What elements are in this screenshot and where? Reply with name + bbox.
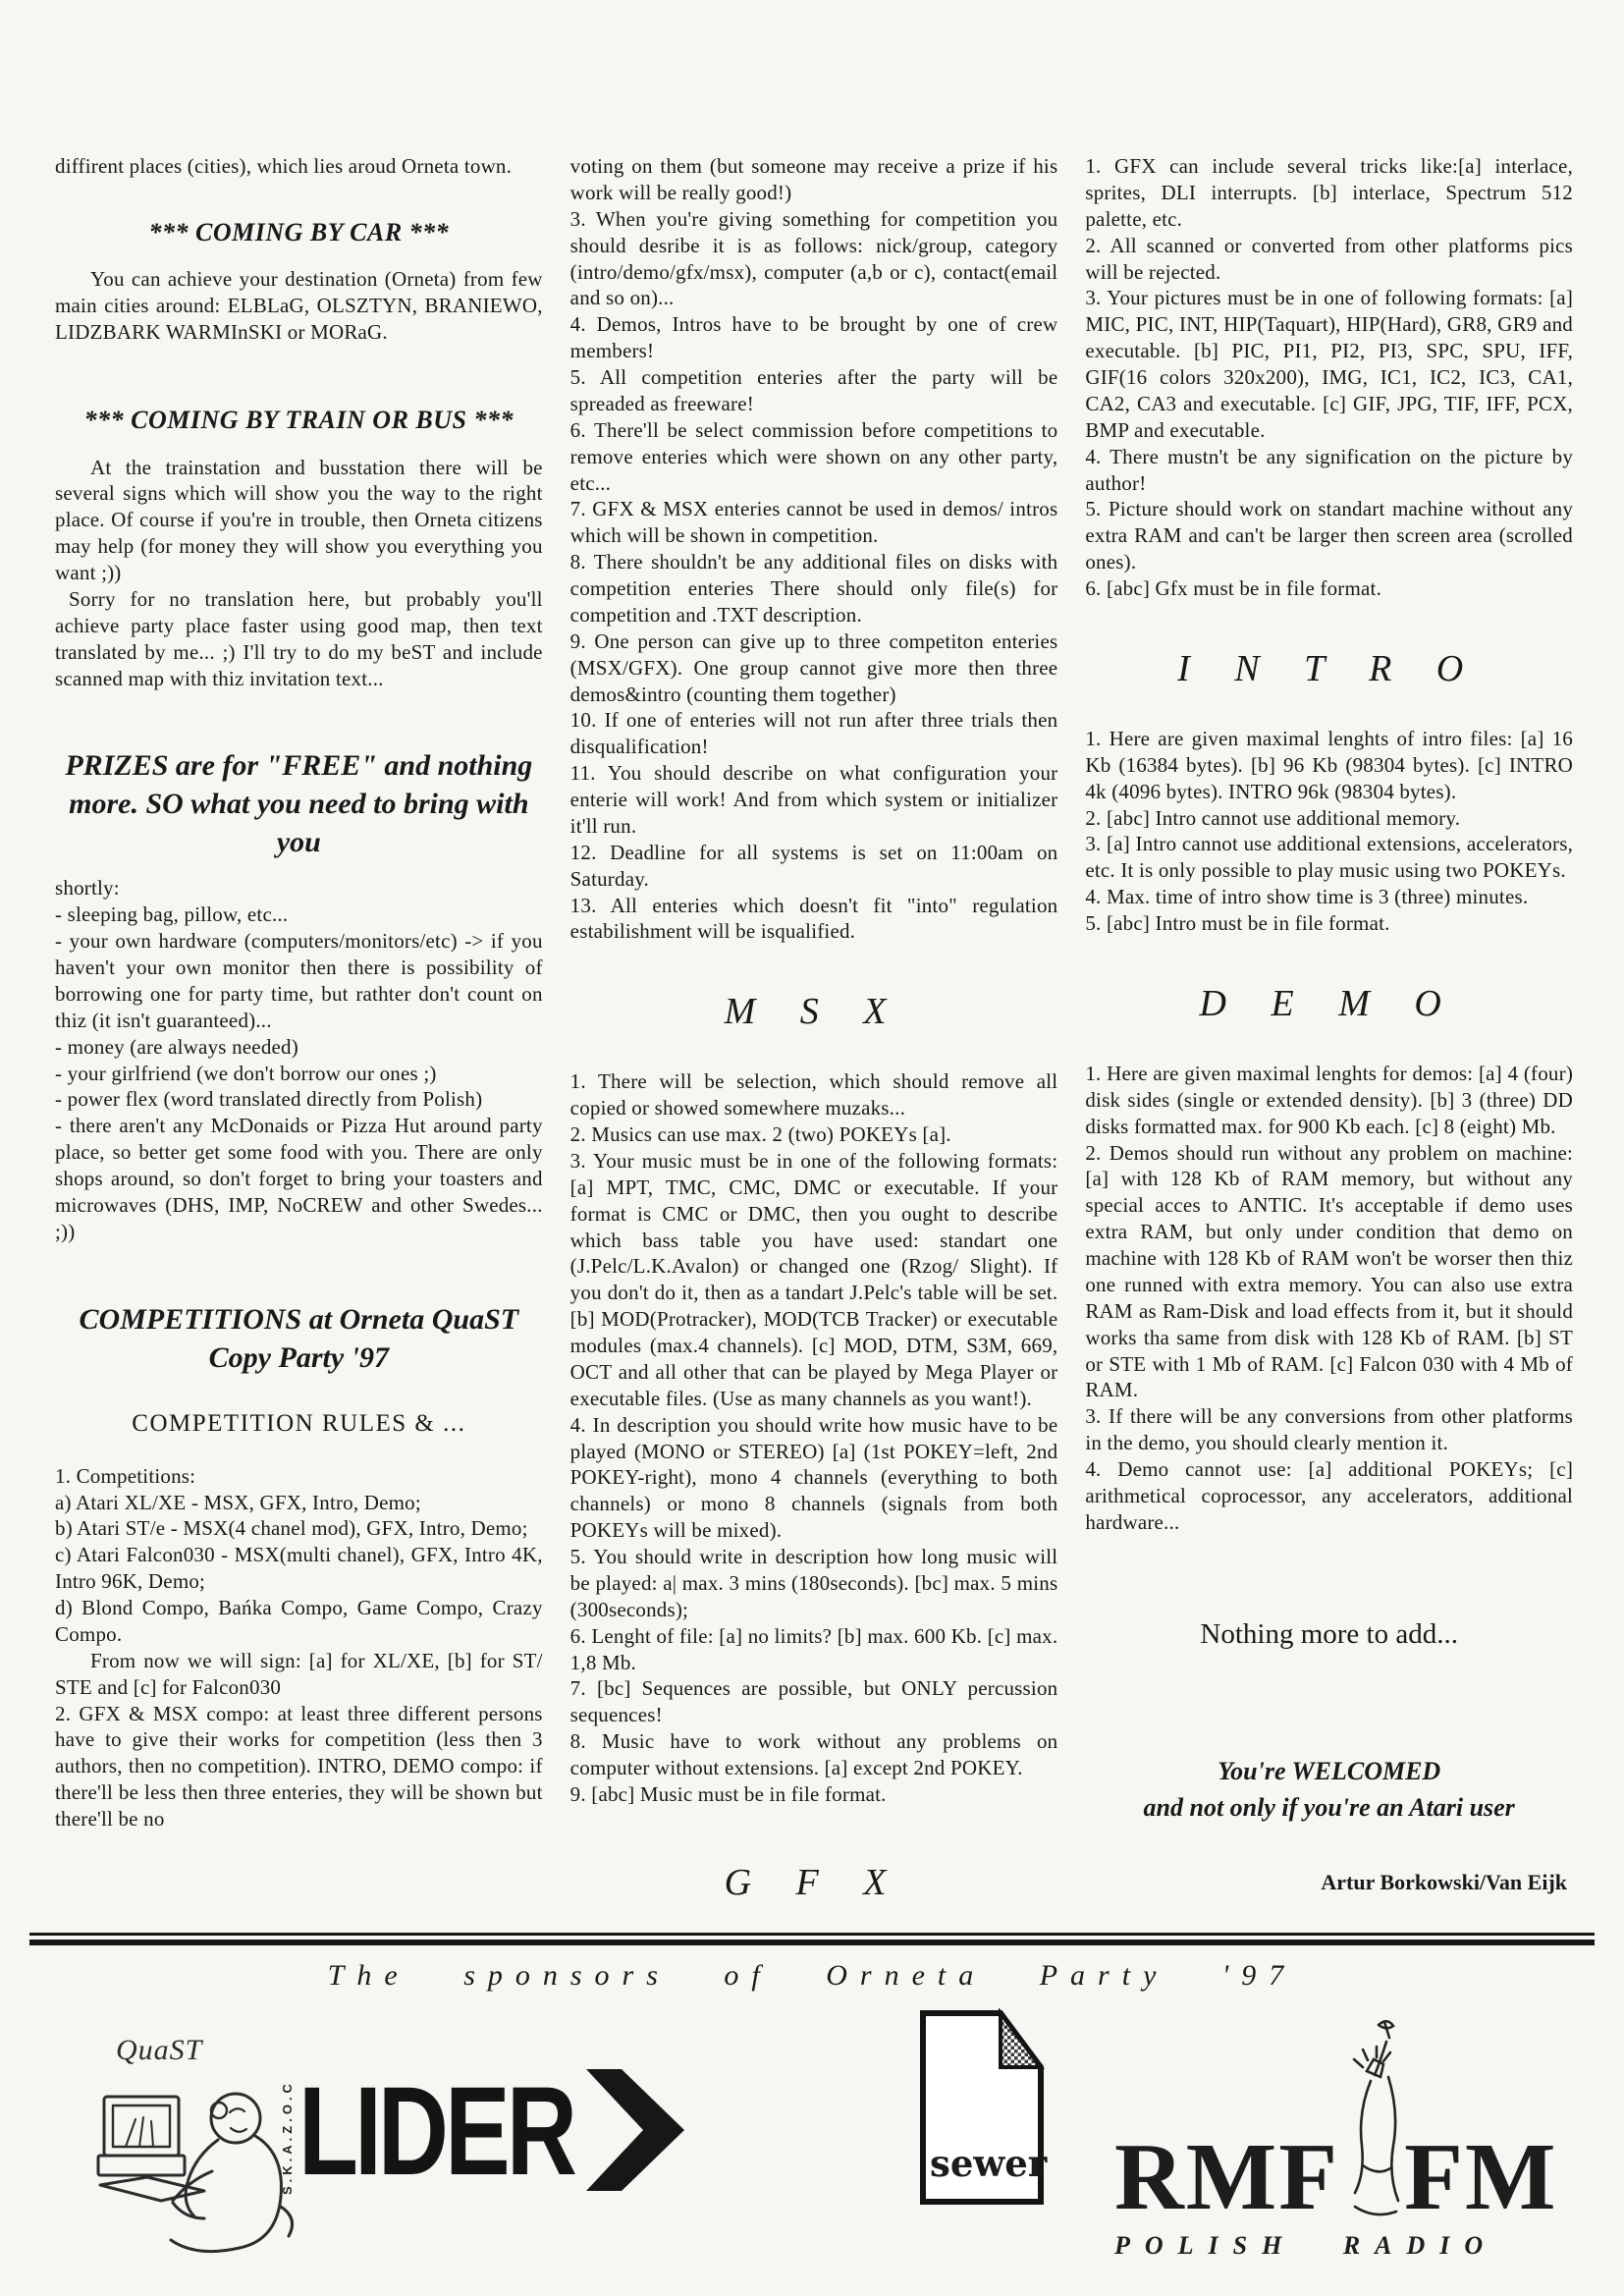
rule-item: 4. There mustn't be any signification on the picture by author!: [1085, 444, 1574, 495]
rule-item: 1. GFX can include several tricks like:[a] interlace, sprites, DLI interrupts. [b] interlace, Spectrum 512 palette, etc.: [1085, 154, 1574, 231]
rule-item: 8. There shouldn't be any additional files on disks with competition enteries There should only file(s) for competition and .TXT description.: [569, 550, 1058, 627]
sponsor-logos-row: [29, 2008, 1595, 2293]
sponsors-footer: [29, 1933, 1595, 2293]
rule-item: 1. There will be selection, which should remove all copied or showed somewhere muzaks...: [569, 1069, 1058, 1121]
section-heading-gfx: G F X: [724, 1861, 904, 1903]
rmf-fm-wordmark: [1114, 2016, 1576, 2230]
welcome-line-1: You're WELCOMED: [1218, 1756, 1441, 1785]
column-1: [55, 153, 543, 1940]
polish-radio-text: POLISH RADIO: [1114, 2231, 1498, 2260]
list-item: - power flex (word translated directly from Polish): [55, 1087, 483, 1112]
paragraph: shortly:: [55, 876, 120, 901]
rule-item: 6. There'll be select commission before competitions to remove enteries which were shown on any other party, etc...: [569, 417, 1058, 495]
sewer-logo-label: sewer: [930, 2142, 1048, 2185]
rule-item: 7. [bc] Sequences are possible, but ONLY percussion sequences!: [569, 1676, 1058, 1727]
rule-item: 3. Your music must be in one of the following formats: [a] MPT, TMC, CMC, DMC or executable. If your format is CMC or DMC, then you ought to describe which bass table you have used: standart one (J.Pelc/L.K.Avalon) or changed one (Rzog/ Slight). If you don't do it, then as a tandart J.Pelc's table will be set. [b] MOD(Protracker), MOD(TCB Tracker) or executable modules (max.4 channels). [c] MOD, DTM, S3M, 669, OCT and all other that can be played by Mega Player or executable files. (Use as many channels as you want!).: [569, 1148, 1058, 1410]
welcome-lines: [1085, 1753, 1573, 1827]
rule-item: 8. Music have to work without any problems on computer without extensions. [a] except 2nd POKEY.: [569, 1729, 1058, 1779]
section-heading-competitions: COMPETITIONS at Orneta QuaST Copy Party '97: [79, 1302, 519, 1374]
rule-item: voting on them (but someone may receive a prize if his work will be really good!): [569, 154, 1058, 204]
rule-item: 11. You should describe on what configuration your enterie will work! And from which system or initializer it'll run.: [569, 761, 1058, 838]
rule-item: 4. Demos, Intros have to be brought by one of crew members!: [569, 312, 1058, 363]
rule-item: 9. One person can give up to three competiton enteries (MSX/GFX). One group cannot give more then three demos&intro (counting them together): [569, 629, 1058, 706]
fm-text: FM: [1404, 2124, 1558, 2230]
closing-line: Nothing more to add...: [1200, 1617, 1458, 1650]
rule-item: b) Atari ST/e - MSX(4 chanel mod), GFX, Intro, Demo;: [55, 1516, 528, 1541]
rule-item: 1. Here are given maximal lenghts for demos: [a] 4 (four) disk sides (single or extended density). [b] 3 (three) DD disks formatted max. for 900 Kb each. [c] 8 (eight) Mb.: [1085, 1061, 1574, 1138]
rule-item: From now we will sign: [a] for XL/XE, [b] for ST/ STE and [c] for Falcon030: [55, 1648, 543, 1699]
section-heading-coming-by-train: *** COMING BY TRAIN OR BUS ***: [83, 406, 514, 434]
rule-item: a) Atari XL/XE - MSX, GFX, Intro, Demo;: [55, 1490, 421, 1514]
column-2: [570, 153, 1058, 1940]
rule-item: 1. Here are given maximal lenghts of intro files: [a] 16 Kb (16384 bytes). [b] 96 Kb (98304 bytes). [c] INTRO 4k (4096 bytes). INTRO 96k (98304 bytes).: [1085, 726, 1574, 803]
arrow-right-icon: [586, 2061, 688, 2204]
paragraph: Sorry for no translation here, but probably you'll achieve party place faster using good map, then text translated by me... ;) I'll try to do my beST and include scanned map with thiz invitation text...: [55, 586, 543, 690]
list-item: - your own hardware (computers/monitors/etc) -> if you haven't your own monitor then there is possibility of borrowing one for party time, but rathter don't count on thiz (it isn't guaranteed)...: [55, 929, 543, 1032]
rule-item: 2. [abc] Intro cannot use additional memory.: [1085, 805, 1461, 830]
paragraph: You can achieve your destination (Orneta) from few main cities around: ELBLaG, OLSZTYN, BRANIEWO, LIDZBARK WARMInSKI or MORaG.: [55, 267, 543, 345]
section-heading-demo: D E M O: [1199, 982, 1459, 1024]
rmffm-logo: [1114, 2016, 1576, 2261]
column-3: [1085, 153, 1573, 1940]
folded-page-icon: [918, 2194, 1046, 2211]
list-item: - money (are always needed): [55, 1034, 298, 1059]
section-heading-intro: I N T R O: [1177, 647, 1482, 689]
rule-item: c) Atari Falcon030 - MSX(multi chanel), GFX, Intro 4K, Intro 96K, Demo;: [55, 1543, 543, 1594]
rule-item: 3. When you're giving something for competition you should desribe it is as follows: nick/group, category (intro/demo/gfx/msx), computer (a,b or c), contact(email and so on)...: [569, 206, 1058, 310]
list-item: - your girlfriend (we don't borrow our ones ;): [55, 1061, 437, 1085]
rule-item: 7. GFX & MSX enteries cannot be used in demos/ intros which will be shown in competition.: [569, 497, 1058, 548]
rule-item: 5. [abc] Intro must be in file format.: [1085, 911, 1390, 935]
rule-item: 3. [a] Intro cannot use additional extensions, accelerators, etc. It is only possible to play music using two POKEYs.: [1085, 832, 1574, 883]
rule-item: d) Blond Compo, Bańka Compo, Game Compo, Crazy Compo.: [55, 1596, 543, 1646]
rule-item: 2. All scanned or converted from other platforms pics will be rejected.: [1085, 233, 1574, 284]
lider-logo: [280, 2061, 688, 2202]
author-credit: Artur Borkowski/Van Eijk: [1321, 1870, 1568, 1894]
rule-item: 6. [abc] Gfx must be in file format.: [1085, 576, 1382, 600]
rule-item: 2. GFX & MSX compo: at least three different persons have to give their works for competition (less then 3 authors, then no competition). INTRO, DEMO compo: if there'll be less then three enteries, they will be shown but there'll be no: [55, 1701, 543, 1831]
rule-item: 12. Deadline for all systems is set on 11:00am on Saturday.: [569, 840, 1058, 891]
rule-item: 9. [abc] Music must be in file format.: [569, 1781, 887, 1806]
rule-item: 5. You should write in description how long music will be played: a| max. 3 mins (180seconds). [bc] max. 5 mins (300seconds);: [569, 1545, 1058, 1621]
rule-item: 4. In description you should write how music have to be played (MONO or STEREO) [a] (1st POKEY=left, 2nd POKEY-right), mono 4 channels (everything to both channels) or mono 8 channels (signals from both POKEYs will be mixed).: [569, 1412, 1058, 1543]
list-item: - there aren't any McDonaids or Pizza Hut around party place, so better get some food with you. There are only shops around, so don't forget to bring your toasters and microwaves (DHS, IMP, NoCREW and other Swedes... ;)): [55, 1114, 543, 1243]
quast-logo-label: QuaST: [116, 2034, 203, 2066]
lider-logo-label: LIDER: [298, 2061, 574, 2202]
rule-item: 5. All competition enteries after the party will be spreaded as freeware!: [569, 365, 1058, 415]
lider-publisher-vertical-text: S.K.A.Z.O.C: [280, 2080, 295, 2195]
rule-item: 2. Demos should run without any problem on machine: [a] with 128 Kb of RAM memory, but without any special acces to ANTIC. It's acceptable if demo uses extra RAM, but only under condition that demo on machine with 128 Kb of RAM won't be worser then thiz one runned with extra memory. You can also use extra RAM as Ram-Disk and load effects from it, but it should works tha same from disk with 128 Kb of RAM. [b] ST or STE with 1 Mb of RAM. [c] Falcon 030 with 4 Mb of RAM.: [1085, 1140, 1574, 1402]
rule-item: 6. Lenght of file: [a] no limits? [b] max. 600 Kb. [c] max. 1,8 Mb.: [569, 1623, 1058, 1674]
rule-item: 2. Musics can use max. 2 (two) POKEYs [a].: [569, 1122, 951, 1146]
section-heading-prizes: PRIZES are for "FREE" and nothing more. SO what you need to bring with you: [65, 749, 533, 859]
rmf-text: RMF: [1114, 2124, 1340, 2230]
rule-item: 4. Max. time of intro show time is 3 (three) minutes.: [1085, 885, 1529, 909]
list-item: - sleeping bag, pillow, etc...: [55, 902, 289, 927]
text-columns: [55, 153, 1573, 1940]
horizontal-rule: [29, 1933, 1595, 1945]
rule-item: 3. If there will be any conversions from other platforms in the demo, you should clearly mention it.: [1085, 1404, 1574, 1455]
section-subheading-competition-rules: COMPETITION RULES & ...: [132, 1409, 466, 1437]
sponsors-title: The sponsors of Orneta Party '97: [327, 1959, 1297, 1992]
welcome-line-2: and not only if you're an Atari user: [1143, 1793, 1515, 1823]
paragraph: diffirent places (cities), which lies aroud Orneta town.: [55, 154, 513, 178]
rule-item: 4. Demo cannot use: [a] additional POKEYs; [c] arithmetical coprocessor, any accelerators, additional hardware...: [1085, 1457, 1574, 1534]
section-heading-coming-by-car: *** COMING BY CAR ***: [148, 217, 450, 246]
rule-item: 3. Your pictures must be in one of following formats: [a] MIC, PIC, INT, HIP(Taquart), HIP(Hard), GR8, GR9 and executable. [b] PIC, PI1, PI2, PI3, SPC, SPU, IFF, GIF(16 colors 320x200), IMG, IC1, IC2, IC3, CA1, CA2, CA3 and executable. [c] GIF, JPG, TIF, IFF, PCX, BMP and executable.: [1085, 286, 1574, 442]
paragraph: At the trainstation and busstation there will be several signs which will show you the way to the right place. Of course if you're in trouble, then Orneta citizens may help (for money they will show you everything you want ;)): [55, 455, 543, 584]
rule-item: 10. If one of enteries will not run after three trials then disqualification!: [569, 708, 1058, 759]
rule-item: 1. Competitions:: [55, 1463, 196, 1488]
rule-item: 13. All enteries which doesn't fit "into" regulation estabilishment will be isqualified.: [569, 893, 1058, 944]
rule-item: 5. Picture should work on standart machine without any extra RAM and can't be larger then screen area (scrolled ones).: [1085, 497, 1574, 574]
section-heading-msx: M S X: [724, 991, 904, 1033]
sewer-logo: [918, 2008, 1046, 2207]
